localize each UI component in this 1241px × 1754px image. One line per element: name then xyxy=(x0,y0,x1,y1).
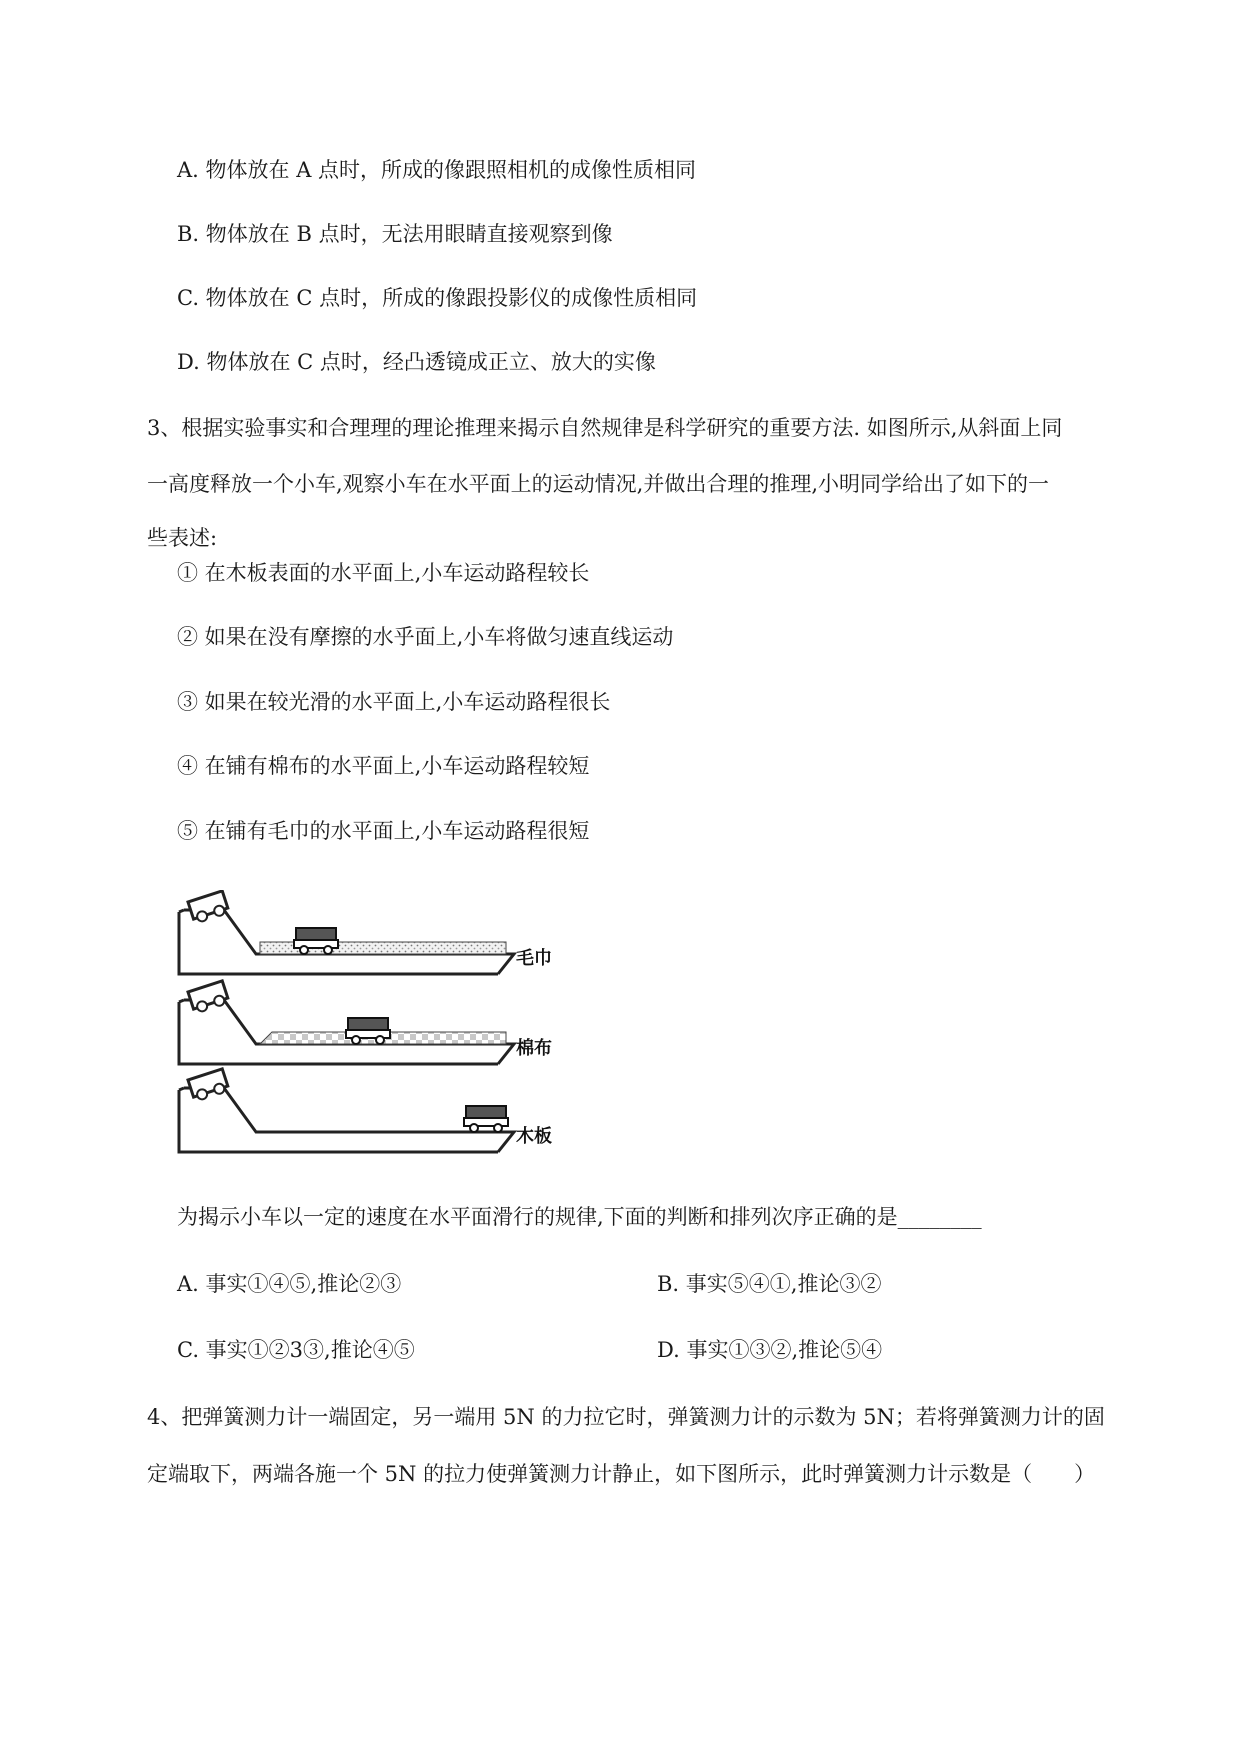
ramp-cotton xyxy=(179,981,552,1064)
q3-statement-4: ④ 在铺有棉布的水平面上,小车运动路程较短 xyxy=(177,754,590,778)
q4-text-line-2: 定端取下，两端各施一个 5N 的拉力使弹簧测力计静止，如下图所示，此时弹簧测力计示数是（ ） xyxy=(147,1462,1096,1486)
q3-text-line-2: 一高度释放一个小车,观察小车在水平面上的运动情况,并做出合理的推理,小明同学给出了如下的一 xyxy=(147,472,1050,496)
label-towel: 毛巾 xyxy=(516,948,552,969)
q3-text-line-1: 3、根据实验事实和合理理的理论推理来揭示自然规律是科学研究的重要方法. 如图所示,从斜面上同 xyxy=(147,416,1063,440)
q2-option-c: C. 物体放在 C 点时，所成的像跟投影仪的成像性质相同 xyxy=(177,286,698,310)
label-wood: 木板 xyxy=(516,1126,552,1147)
q3-statement-1: ① 在木板表面的水平面上,小车运动路程较长 xyxy=(177,561,590,585)
q3-text-line-3: 些表述: xyxy=(147,526,218,550)
q3-option-c: C. 事实①②3③,推论④⑤ xyxy=(177,1338,415,1362)
q3-prompt: 为揭示小车以一定的速度在水平面滑行的规律,下面的判断和排列次序正确的是________ xyxy=(177,1205,982,1229)
q3-option-a: A. 事实①④⑤,推论②③ xyxy=(177,1272,402,1296)
ramp-wood xyxy=(179,1069,552,1152)
ramp-towel xyxy=(179,891,552,974)
q3-statement-5: ⑤ 在铺有毛巾的水平面上,小车运动路程很短 xyxy=(177,819,590,843)
q3-statement-3: ③ 如果在较光滑的水平面上,小车运动路程很长 xyxy=(177,690,611,714)
q3-statement-2: ② 如果在没有摩擦的水乎面上,小车将做匀速直线运动 xyxy=(177,625,674,649)
ramp-experiment-figure xyxy=(176,890,596,1170)
q2-option-b: B. 物体放在 B 点时，无法用眼睛直接观察到像 xyxy=(177,222,613,246)
q3-option-d: D. 事实①③②,推论⑤④ xyxy=(657,1338,883,1362)
label-cotton: 棉布 xyxy=(516,1038,552,1059)
q4-text-line-1: 4、把弹簧测力计一端固定，另一端用 5N 的力拉它时，弹簧测力计的示数为 5N；若将弹簧测力计的固 xyxy=(147,1405,1105,1429)
q3-option-b: B. 事实⑤④①,推论③② xyxy=(657,1272,882,1296)
q2-option-a: A. 物体放在 A 点时，所成的像跟照相机的成像性质相同 xyxy=(177,158,697,182)
q2-option-d: D. 物体放在 C 点时，经凸透镜成正立、放大的实像 xyxy=(177,350,656,374)
